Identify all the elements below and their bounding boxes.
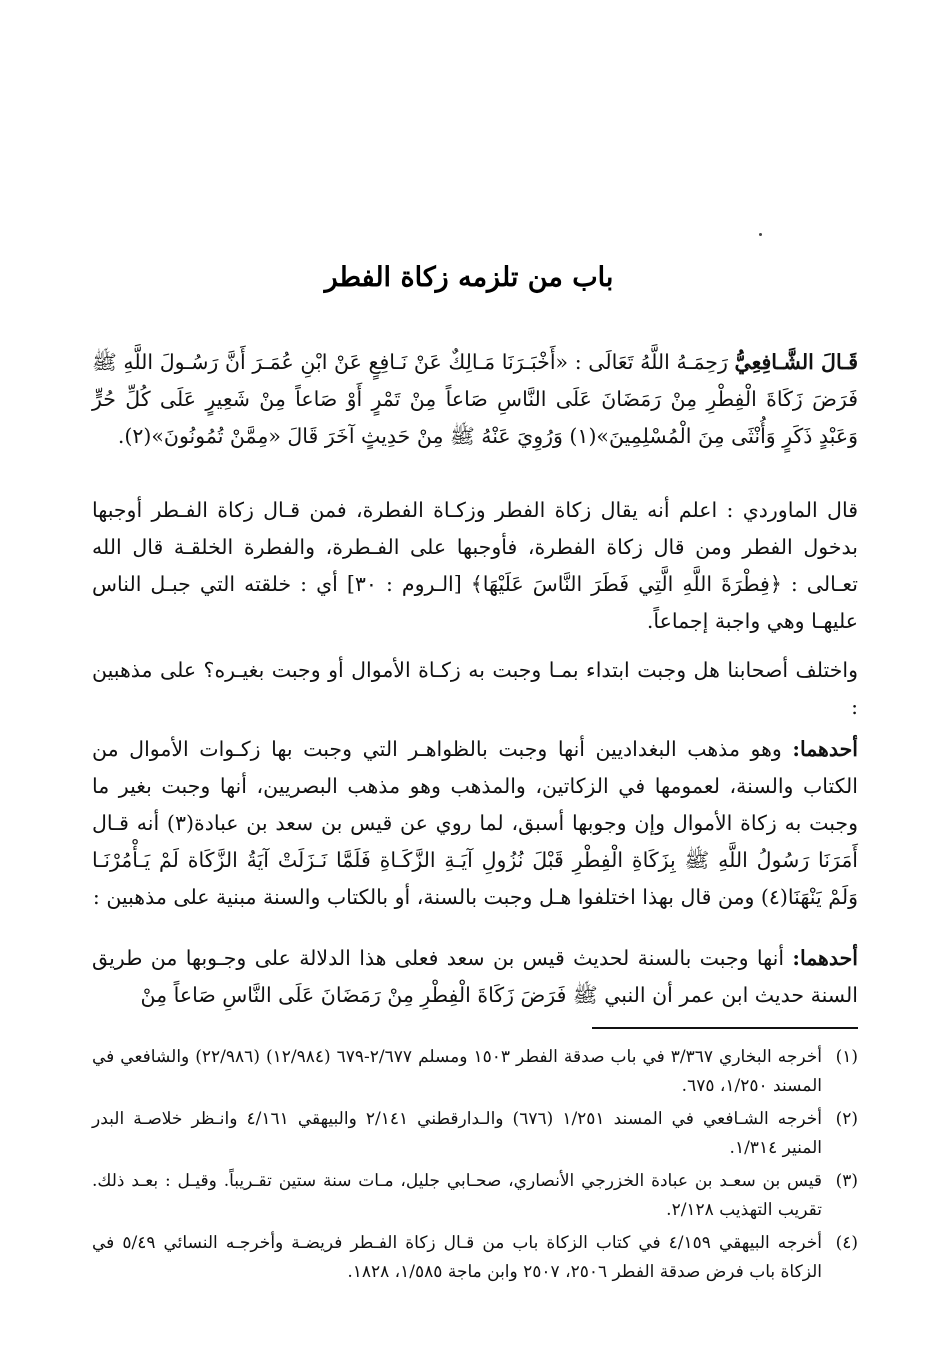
paragraph-second-opinion <box>92 940 858 1014</box>
paragraph-lead: أحدهما: <box>792 737 858 761</box>
paragraph-text: واختلف أصحابنا هل وجبت ابتداء بمـا وجبت به زكـاة الأموال أو وجبت بغيـره؟ على مذهبين : <box>92 658 858 719</box>
footnote-item <box>92 1105 858 1163</box>
footnote-text: قيس بن سعـد بن عبادة الخزرجي الأنصاري، صحـابي جليل، مـات سنة ستين تقـريباً. وقيـل : بعـد ذلك. تقريب التهذيب ٢/١٢٨. <box>92 1171 822 1220</box>
footnote-number: (٤) <box>835 1233 858 1253</box>
paragraph-mawardi <box>92 492 858 640</box>
footnote-text: أخرجه الشـافعي في المسند ١/٢٥١ (٦٧٦) والـدارقطني ٢/١٤١ والبيهقي ٤/١٦١ وانـظر خلاصـة البدر المنير ١/٣١٤. <box>92 1109 823 1158</box>
footnotes <box>92 1043 858 1291</box>
paragraph-first-opinion <box>92 731 858 916</box>
paragraph-shafii <box>92 344 858 455</box>
footnote-number: (١) <box>835 1047 858 1067</box>
paragraph-text: وهو مذهب البغداديين أنها وجبت بالظواهـر التي وجبت بها زكـوات الأموال من الكتاب والسنة، لعمومها في الزكاتين، والمذهب وهو مذهب البصريين، أنها وجبت بغير ما وجبت به زكاة الأموال وإن وجوبها أسبق، لما روي عن قيس بن سعد بن عبادة(٣) أنه قـال أَمَرَنَا رَسُولُ اللَّهِ ﷺ بِزَكَاةِ الْفِطْرِ قَبْلَ نُزُولِ آيَـةِ الزَّكَـاةِ فَلَمَّا نَـزَلَتْ آيَةُ الزَّكَاة لَمْ يَـأْمُرْنَـا وَلَمْ يَنْهَنَا(٤) ومن قال بهذا اختلفوا هـل وجبت بالسنة، أو بالكتاب والسنة مبنية على مذهبين : <box>92 737 858 909</box>
footnote-item <box>92 1229 858 1287</box>
paragraph-ikhtalaf <box>92 652 858 726</box>
paragraph-text: رَحِمَـهُ اللَّهُ تَعَالَى : «أَخْبَـرَنَا مَـالِكٌ عَنْ نَـافِعٍ عَنْ ابْنِ عُمَـرَ أَنَّ رَسُـولَ اللَّهِ ﷺ فَرَضَ زَكَاةَ الْفِطْرِ مِنْ رَمَضَانَ عَلَى النَّاسِ صَاعاً مِنْ تَمْرٍ أَوْ صَاعاً مِنْ شَعِيرٍ عَلَى كُلِّ حُرٍّ وَعَبْدٍ ذَكَرٍ وَأُنْثَى مِنَ الْمُسْلِمِينَ»(١) وَرُوِيَ عَنْهُ ﷺ مِنْ حَدِيثٍ آخَرَ قَالَ «مِمَّنْ تُمُونُونَ»(٢). <box>92 350 858 448</box>
ink-dot <box>759 233 762 236</box>
footnote-text: أخرجه البخاري ٣/٣٦٧ في باب صدقة الفطر ١٥٠٣ ومسلم ٢/٦٧٧-٦٧٩ (١٢/٩٨٤) (٢٢/٩٨٦) والشافعي في المسند ١/٢٥٠، ٦٧٥. <box>92 1047 822 1096</box>
paragraph-lead: قَـالَ الشَّـافِعِيُّ <box>734 350 858 374</box>
footnote-item <box>92 1167 858 1225</box>
footnote-separator <box>592 1027 858 1029</box>
footnote-item <box>92 1043 858 1101</box>
paragraph-text: قال الماوردي : اعلم أنه يقال زكاة الفطر وزكـاة الفطرة، فمن قـال زكاة الفـطر أوجبها بدخول الفطر ومن قال زكاة الفطرة، فأوجبها على الفـطرة، والفطرة الخلقـة قال الله تعـالى : ﴿فِطْرَةَ اللَّهِ الَّتِي فَطَرَ النَّاسَ عَلَيْهَا﴾ [الـروم : ٣٠] أي : خلقته التي جبـل الناس عليهـا وهي واجبة إجماعاً. <box>92 498 858 633</box>
paragraph-text: أنها وجبت بالسنة لحديث قيس بن سعد فعلى هذا الدلالة على وجـوبها من طريق السنة حديث ابن عمر أن النبي ﷺ فَرَضَ زَكَاةَ الْفِطْرِ مِنْ رَمَضَانَ عَلَى النَّاسِ صَاعاً مِنْ <box>92 946 858 1007</box>
footnote-text: أخرجه البيهقي ٤/١٥٩ في كتاب الزكاة باب من قـال زكاة الفـطر فريضـة وأخرجـه النسائي ٥/٤٩ في الزكاة باب فرض صدقة الفطر ٢٥٠٦، ٢٥٠٧ وابن ماجة ١/٥٨٥، ١٨٢٨. <box>92 1233 822 1282</box>
paragraph-lead: أحدهما: <box>792 946 858 970</box>
chapter-title: باب من تلزمه زكاة الفطر <box>324 262 614 293</box>
footnote-number: (٢) <box>835 1109 858 1129</box>
footnote-number: (٣) <box>835 1171 858 1191</box>
